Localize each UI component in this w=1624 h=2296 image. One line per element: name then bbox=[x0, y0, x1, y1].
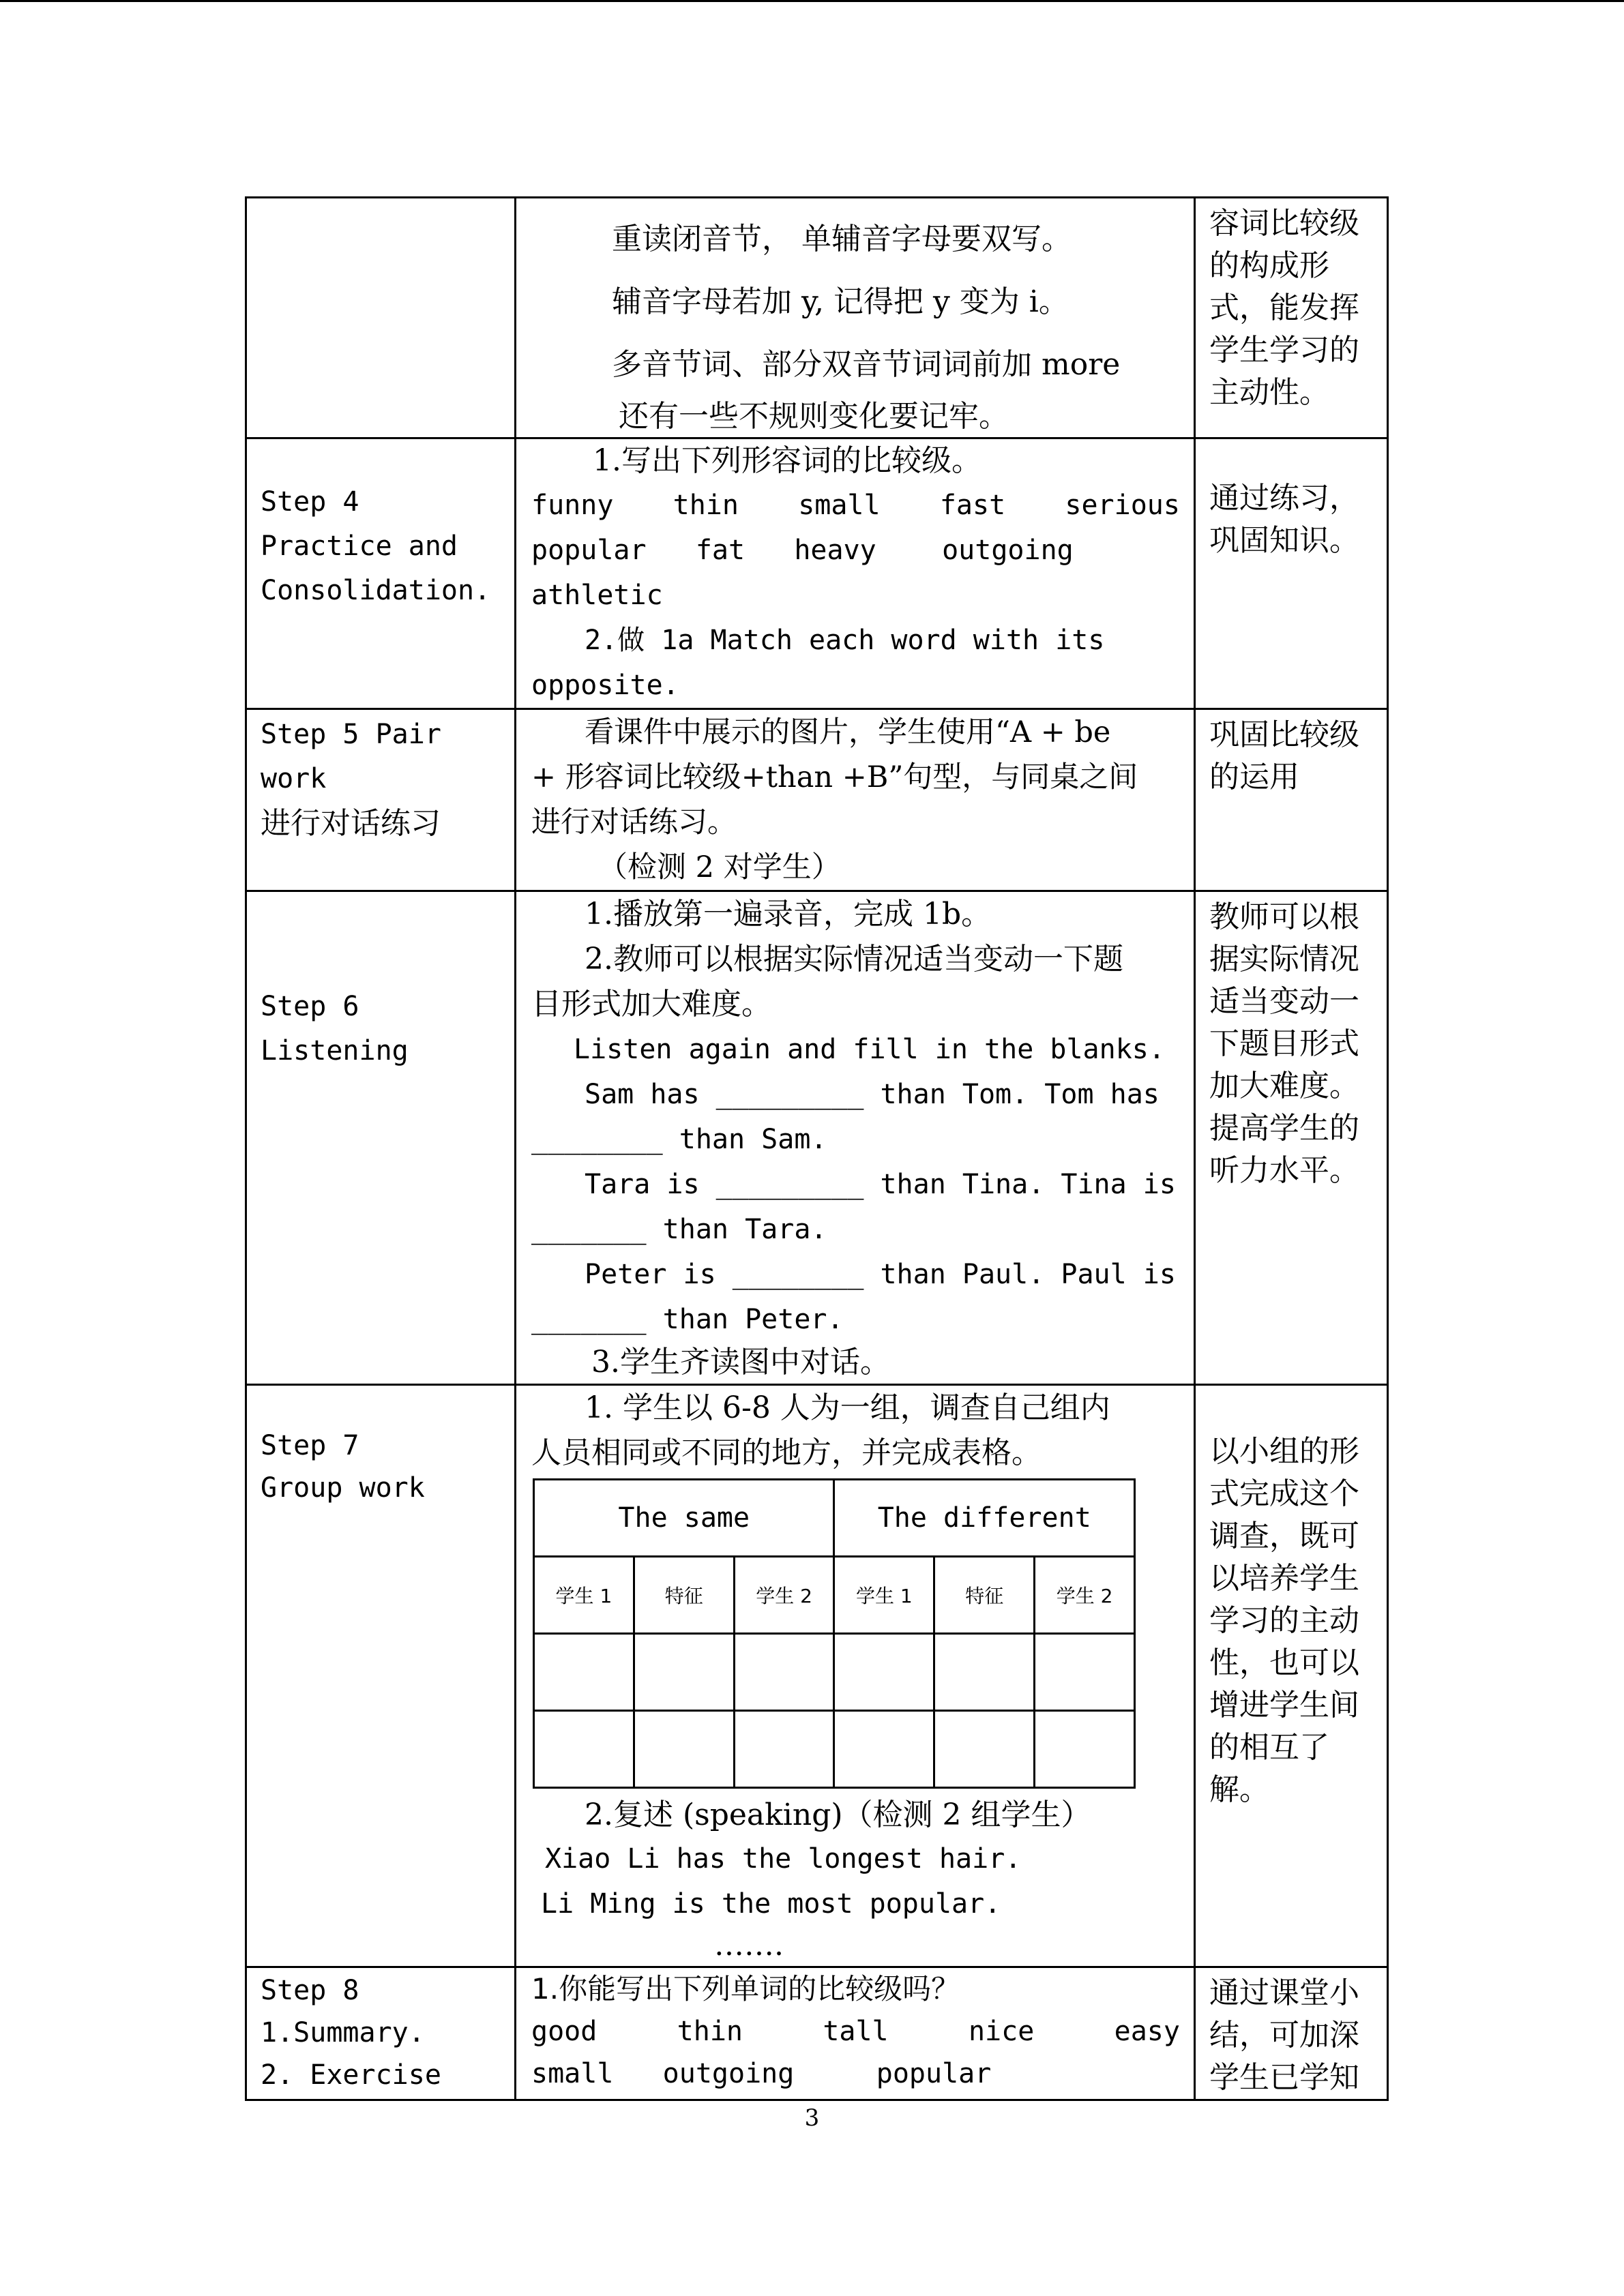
survey-cell[interactable] bbox=[634, 1634, 734, 1711]
page-number: 3 bbox=[804, 2104, 820, 2132]
content-cell bbox=[516, 891, 1195, 1385]
word: thin bbox=[677, 2016, 743, 2047]
content-line: 重读闭音节， 单辅音字母要双写。 bbox=[612, 222, 1072, 256]
content-cell bbox=[516, 438, 1195, 709]
content-line: 看课件中展示的图片，学生使用“A + be bbox=[585, 715, 1111, 749]
content-line: 1. 学生以 6-8 人为一组，调查自己组内 bbox=[585, 1390, 1110, 1425]
word: popular bbox=[876, 2058, 992, 2089]
note-text: 容词比较级的构成形式，能发挥学生学习的主动性。 bbox=[1209, 206, 1359, 410]
survey-cell[interactable] bbox=[1035, 1711, 1135, 1788]
content-line: Li Ming is the most popular. bbox=[541, 1888, 1001, 1920]
word-list bbox=[516, 2010, 1194, 2053]
top-border-line bbox=[0, 0, 1624, 2]
step-cell bbox=[246, 891, 516, 1385]
survey-cell[interactable] bbox=[934, 1634, 1035, 1711]
survey-cell[interactable] bbox=[734, 1634, 834, 1711]
content-line: 2.教师可以根据实际情况适当变动一下题 bbox=[585, 942, 1123, 976]
word: heavy bbox=[794, 535, 876, 566]
content-line: ……. bbox=[714, 1928, 784, 1963]
content-line: Xiao Li has the longest hair. bbox=[545, 1843, 1022, 1875]
content-line: 多音节词、部分双音节词词前加 more bbox=[612, 347, 1121, 382]
survey-cell[interactable] bbox=[634, 1711, 734, 1788]
content-line: 1.写出下列形容词的比较级。 bbox=[593, 443, 981, 478]
content-line: ________ than Sam. bbox=[531, 1124, 827, 1155]
content-line: 1.你能写出下列单词的比较级吗？ bbox=[531, 1972, 960, 2006]
survey-column-header: 特征 bbox=[634, 1557, 734, 1634]
word: tall bbox=[823, 2016, 889, 2047]
lesson-plan-table bbox=[245, 196, 1389, 2101]
word: outgoing bbox=[662, 2058, 795, 2089]
step-cell bbox=[246, 1967, 516, 2100]
content-cell bbox=[516, 709, 1195, 891]
word-list bbox=[516, 2053, 1194, 2095]
step-label: Step 5 Pair work bbox=[261, 719, 441, 794]
survey-column-header: 学生 1 bbox=[534, 1557, 634, 1634]
content-cell bbox=[516, 1385, 1195, 1967]
content-line: 人员相同或不同的地方，并完成表格。 bbox=[531, 1435, 1042, 1470]
content-line: 1.播放第一遍录音，完成 1b。 bbox=[585, 897, 992, 931]
content-line: _______ than Peter. bbox=[531, 1304, 844, 1335]
content-line: 还有一些不规则变化要记牢。 bbox=[619, 399, 1009, 434]
note-text: 通过课堂小结，可加深学生已学知 bbox=[1209, 1976, 1359, 2095]
survey-column-header: 学生 2 bbox=[734, 1557, 834, 1634]
note-cell bbox=[1195, 198, 1388, 438]
step-label: 进行对话练习 bbox=[261, 806, 441, 841]
survey-cell[interactable] bbox=[534, 1711, 634, 1788]
step-label: Step 4 bbox=[261, 486, 359, 518]
word: thin bbox=[673, 490, 739, 521]
word: small bbox=[531, 2058, 614, 2089]
content-line: 3.学生齐读图中对话。 bbox=[591, 1345, 890, 1380]
survey-cell[interactable] bbox=[834, 1634, 934, 1711]
content-line: （检测 2 对学生） bbox=[598, 850, 841, 884]
content-line: 2.复述 (speaking)（检测 2 组学生） bbox=[585, 1798, 1091, 1832]
table-row-continuation bbox=[246, 198, 1388, 438]
content-line: Tara is _________ than Tina. Tina is bbox=[585, 1169, 1176, 1200]
word: fat bbox=[695, 535, 745, 566]
word: serious bbox=[1065, 490, 1180, 521]
table-row-step6 bbox=[246, 891, 1388, 1385]
survey-group-header: The same bbox=[534, 1480, 834, 1557]
note-text: 教师可以根据实际情况适当变动一下题目形式加大难度。提高学生的听力水平。 bbox=[1209, 899, 1359, 1188]
step-cell bbox=[246, 198, 516, 438]
word-list bbox=[516, 528, 1194, 573]
note-text: 巩固比较级的运用 bbox=[1209, 717, 1359, 794]
content-line: athletic bbox=[531, 580, 663, 611]
content-cell bbox=[516, 1967, 1195, 2100]
content-line: Sam has _________ than Tom. Tom has bbox=[585, 1079, 1160, 1110]
step-cell bbox=[246, 438, 516, 709]
survey-column-header: 特征 bbox=[934, 1557, 1035, 1634]
content-line: Peter is ________ than Paul. Paul is bbox=[585, 1259, 1176, 1290]
note-text: 以小组的形式完成这个调查，既可以培养学生学习的主动性，也可以增进学生间的相互了解。 bbox=[1209, 1434, 1359, 1807]
step-label: Listening bbox=[261, 1035, 409, 1067]
content-line: 2.做 1a Match each word with its bbox=[585, 625, 1105, 656]
step-label: Practice and bbox=[261, 531, 458, 562]
note-cell bbox=[1195, 1385, 1388, 1967]
content-line: 目形式加大难度。 bbox=[531, 987, 771, 1022]
survey-group-header: The different bbox=[834, 1480, 1135, 1557]
content-line: + 形容词比较级+than +B”句型，与同桌之间 bbox=[531, 760, 1138, 794]
survey-column-header: 学生 2 bbox=[1035, 1557, 1135, 1634]
note-cell bbox=[1195, 891, 1388, 1385]
step-cell bbox=[246, 1385, 516, 1967]
survey-cell[interactable] bbox=[534, 1634, 634, 1711]
survey-blank-row bbox=[534, 1711, 1135, 1788]
survey-column-header: 学生 1 bbox=[834, 1557, 934, 1634]
step-label: 1.Summary. bbox=[261, 2017, 425, 2048]
content-line: 进行对话练习。 bbox=[531, 805, 737, 839]
note-cell bbox=[1195, 1967, 1388, 2100]
step-label: Group work bbox=[261, 1472, 425, 1504]
content-line: 辅音字母若加 y, 记得把 y 变为 i。 bbox=[612, 284, 1069, 319]
content-line: _______ than Tara. bbox=[531, 1214, 827, 1245]
table-row-step4 bbox=[246, 438, 1388, 709]
content-line: Listen again and fill in the blanks. bbox=[574, 1034, 1165, 1065]
word: funny bbox=[531, 490, 614, 521]
table-row-step5 bbox=[246, 709, 1388, 891]
survey-cell[interactable] bbox=[1035, 1634, 1135, 1711]
step-label: 2. Exercise bbox=[261, 2059, 441, 2091]
step-label: Step 7 bbox=[261, 1430, 359, 1461]
note-cell bbox=[1195, 709, 1388, 891]
step-label: Step 8 bbox=[261, 1975, 359, 2006]
note-cell bbox=[1195, 438, 1388, 709]
content-cell bbox=[516, 198, 1195, 438]
note-text: 通过练习，巩固知识。 bbox=[1209, 481, 1359, 558]
survey-header-row bbox=[534, 1480, 1135, 1557]
word: outgoing bbox=[942, 535, 1074, 566]
survey-blank-row bbox=[534, 1634, 1135, 1711]
survey-cell[interactable] bbox=[834, 1711, 934, 1788]
word: popular bbox=[531, 535, 647, 566]
word: small bbox=[798, 490, 881, 521]
word: fast bbox=[939, 490, 1006, 521]
step-label: Step 6 bbox=[261, 991, 359, 1022]
word: good bbox=[531, 2016, 597, 2047]
word: easy bbox=[1114, 2016, 1180, 2047]
survey-column-row bbox=[534, 1557, 1135, 1634]
survey-cell[interactable] bbox=[734, 1711, 834, 1788]
table-row-step8 bbox=[246, 1967, 1388, 2100]
content-line: opposite. bbox=[531, 670, 679, 701]
step-cell bbox=[246, 709, 516, 891]
table-row-step7 bbox=[246, 1385, 1388, 1967]
survey-table bbox=[533, 1478, 1136, 1789]
word: nice bbox=[968, 2016, 1035, 2047]
step-label: Consolidation. bbox=[261, 575, 491, 606]
survey-cell[interactable] bbox=[934, 1711, 1035, 1788]
word-list bbox=[516, 483, 1194, 528]
